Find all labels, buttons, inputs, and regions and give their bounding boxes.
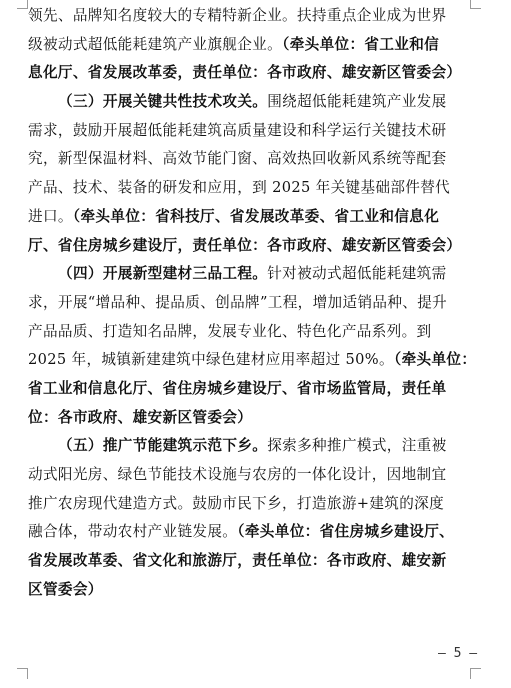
text-line <box>28 31 480 60</box>
text-line <box>28 518 480 547</box>
text-segment: 动式阳光房、绿色节能技术设施与农房的一体化设计，因地制宜 <box>28 466 447 483</box>
text-line <box>28 260 480 289</box>
bold-text-segment: 息化厅、省发展改革委，责任单位：各市政府、雄安新区管委会） <box>28 64 462 82</box>
text-segment: 产品品质、打造知名品牌，发展专业化、特色化产品系列。到 <box>28 322 432 340</box>
bold-text-segment: （牵头单位：省科技厅、省发展改革委、省工业和信息化 <box>72 207 440 225</box>
bold-text-segment: 区管委会） <box>28 580 103 598</box>
bold-text-segment: （三）开展关键共性技术攻关。 <box>58 93 268 111</box>
text-segment: 2025 年，城镇新建建筑中绿色建材应用率超过 50%。 <box>28 351 394 369</box>
text-line <box>28 346 480 375</box>
text-line <box>28 117 480 146</box>
text-line <box>28 203 480 232</box>
text-line <box>28 59 480 88</box>
bold-text-segment: 位：各市政府、雄安新区管委会） <box>28 408 253 426</box>
text-line <box>28 145 480 174</box>
bold-text-segment: （五）推广节能建筑示范下乡。 <box>58 437 268 455</box>
bold-text-segment: 省发展改革委、省文化和旅游厅，责任单位：各市政府、雄安新 <box>28 552 447 570</box>
text-segment: 针对被动式超低能耗建筑需 <box>267 265 447 283</box>
bold-text-segment: （牵头单位： <box>393 351 477 369</box>
bold-text-segment: （牵头单位：省住房城乡建设厅、 <box>237 523 455 541</box>
page-number: — 5 — <box>438 646 478 661</box>
text-segment: 领先、品牌知名度较大的专精特新企业。扶持重点企业成为世界 <box>28 7 447 24</box>
bold-text-segment: 厅、省住房城乡建设厅，责任单位：各市政府、雄安新区管委会） <box>28 236 462 254</box>
text-segment: 产品、技术、装备的研发和应用，到 2025 年关键基础部件替代 <box>28 179 451 197</box>
bold-text-segment: （牵头单位：省工业和信 <box>282 35 440 53</box>
text-line <box>28 375 480 404</box>
crop-mark-bottom-right <box>470 668 481 679</box>
document-body <box>28 2 480 604</box>
bold-text-segment: 省工业和信息化厅、省住房城乡建设厅、省市场监管局，责任单 <box>28 379 447 397</box>
text-segment: 求，开展“增品种、提品质、创品牌”工程，增加适销品种、提升 <box>28 293 448 311</box>
text-line <box>28 432 480 461</box>
text-segment: 究，新型保温材料、高效节能门窗、高效热回收新风系统等配套 <box>28 150 447 168</box>
text-line <box>28 547 480 576</box>
text-segment: 融合体，带动农村产业链发展。 <box>28 523 238 541</box>
crop-mark-top-left <box>17 0 28 9</box>
text-line <box>28 174 480 203</box>
text-segment: 探索多种推广模式，注重被 <box>267 437 447 455</box>
text-line <box>28 490 480 519</box>
text-line <box>28 232 480 261</box>
text-segment: 围绕超低能耗建筑产业发展 <box>267 93 447 111</box>
text-line <box>28 404 480 433</box>
text-line <box>28 576 480 605</box>
text-segment: 进口。 <box>28 207 73 225</box>
bold-text-segment: （四）开展新型建材三品工程。 <box>58 265 268 283</box>
text-segment: 级被动式超低能耗建筑产业旗舰企业。 <box>28 35 283 53</box>
crop-mark-bottom-left <box>17 668 28 679</box>
text-line <box>28 289 480 318</box>
text-line <box>28 318 480 347</box>
text-line <box>28 2 480 31</box>
text-line <box>28 88 480 117</box>
text-segment: 需求，鼓励开展超低能耗建筑高质量建设和科学运行关键技术研 <box>28 121 447 139</box>
text-segment: 推广农房现代建造方式。鼓励市民下乡，打造旅游+建筑的深度 <box>28 494 445 512</box>
text-line <box>28 461 480 490</box>
